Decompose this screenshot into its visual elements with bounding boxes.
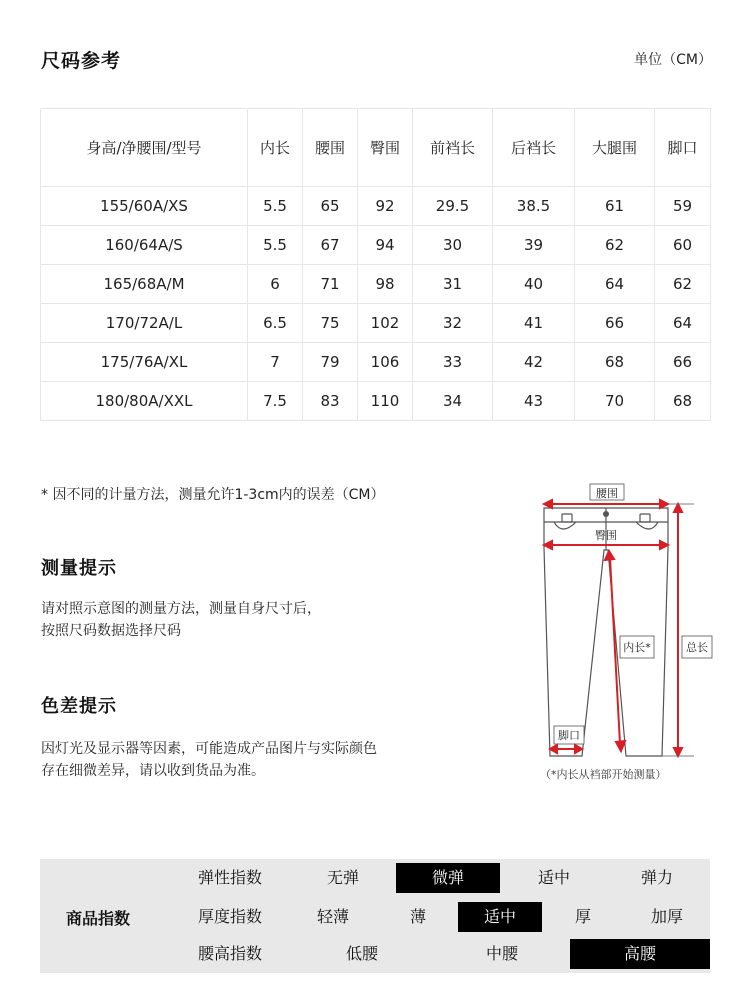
table-cell: 66 [655,343,711,382]
index-option: 低腰 [345,944,378,963]
table-cell: 83 [303,382,358,421]
measure-tip-line: 请对照示意图的测量方法，测量自身尺寸后， [41,601,321,617]
table-cell: 94 [358,226,413,265]
table-cell: 43 [493,382,575,421]
table-cell: 30 [413,226,493,265]
table-cell: 62 [655,265,711,304]
table-cell: 7 [248,343,303,382]
hip-label: 臀围 [595,529,617,542]
diagram-note: （*内长从裆部开始测量） [540,768,667,781]
table-cell: 165/68A/M [41,265,248,304]
index-option: 厚 [574,907,591,926]
table-header-cell: 内长 [248,109,303,187]
table-header-cell: 大腿围 [575,109,655,187]
table-cell: 33 [413,343,493,382]
index-option-selected: 适中 [458,902,542,932]
size-table [40,108,711,421]
table-cell: 68 [575,343,655,382]
table-cell: 60 [655,226,711,265]
index-option: 适中 [537,868,570,887]
table-cell: 29.5 [413,187,493,226]
measure-tip-title: 测量提示 [41,558,117,579]
table-row [41,343,711,382]
product-index-title: 商品指数 [66,909,131,928]
measurement-error-note: * 因不同的计量方法，测量允许1-3cm内的误差（CM） [41,487,385,503]
table-cell: 62 [575,226,655,265]
trouser-measure-diagram [532,478,732,788]
table-cell: 79 [303,343,358,382]
index-option: 轻薄 [316,907,349,926]
table-cell: 92 [358,187,413,226]
table-row [41,226,711,265]
table-cell: 61 [575,187,655,226]
waist-arrow [544,500,668,508]
table-cell: 6.5 [248,304,303,343]
table-header-cell: 脚口 [655,109,711,187]
index-option: 加厚 [650,907,683,926]
index-row-label: 厚度指数 [197,907,262,926]
table-cell: 68 [655,382,711,421]
table-cell: 175/76A/XL [41,343,248,382]
table-cell: 5.5 [248,226,303,265]
table-row [41,265,711,304]
table-cell: 170/72A/L [41,304,248,343]
table-header-row [41,109,711,187]
product-index-panel [40,859,710,973]
table-cell: 67 [303,226,358,265]
table-cell: 65 [303,187,358,226]
total-length-label: 总长 [686,641,708,654]
table-cell: 155/60A/XS [41,187,248,226]
table-row [41,304,711,343]
table-header-cell: 臀围 [358,109,413,187]
table-cell: 38.5 [493,187,575,226]
color-tip-line: 因灯光及显示器等因素，可能造成产品图片与实际颜色 [41,741,377,757]
table-cell: 64 [575,265,655,304]
table-header-cell: 身高/净腰围/型号 [41,109,248,187]
table-cell: 41 [493,304,575,343]
table-cell: 110 [358,382,413,421]
table-cell: 6 [248,265,303,304]
inseam-label: 内长* [623,641,651,654]
table-cell: 66 [575,304,655,343]
table-cell: 160/64A/S [41,226,248,265]
table-cell: 42 [493,343,575,382]
table-cell: 39 [493,226,575,265]
measure-tip-text [41,598,321,642]
table-cell: 7.5 [248,382,303,421]
total-length-arrow [674,504,682,756]
table-cell: 180/80A/XXL [41,382,248,421]
color-tip-title: 色差提示 [41,696,117,717]
table-cell: 70 [575,382,655,421]
table-cell: 106 [358,343,413,382]
table-cell: 71 [303,265,358,304]
index-option-selected: 微弹 [396,863,500,893]
table-cell: 32 [413,304,493,343]
waist-label: 腰围 [596,487,618,500]
table-cell: 34 [413,382,493,421]
hem-label: 脚口 [558,729,580,742]
table-cell: 59 [655,187,711,226]
unit-label: 单位（CM） [634,52,712,68]
index-option: 薄 [409,907,426,926]
table-cell: 102 [358,304,413,343]
table-header-cell: 前裆长 [413,109,493,187]
index-option: 弹力 [640,868,673,887]
hem-arrow [550,745,582,753]
table-cell: 98 [358,265,413,304]
index-option-selected: 高腰 [570,939,710,969]
index-option: 中腰 [485,944,518,963]
table-cell: 64 [655,304,711,343]
index-row-label: 腰高指数 [197,944,262,963]
measure-tip-line: 按照尺码数据选择尺码 [41,623,181,639]
table-row [41,382,711,421]
page-title: 尺码参考 [41,50,122,72]
index-row-label: 弹性指数 [197,868,262,887]
table-header-cell: 腰围 [303,109,358,187]
table-cell: 5.5 [248,187,303,226]
index-option: 无弹 [326,868,359,887]
table-header-cell: 后裆长 [493,109,575,187]
table-cell: 75 [303,304,358,343]
color-tip-text [41,738,377,782]
button-icon [603,511,609,517]
table-cell: 31 [413,265,493,304]
table-cell: 40 [493,265,575,304]
table-row [41,187,711,226]
color-tip-line: 存在细微差异，请以收到货品为准。 [41,763,265,779]
